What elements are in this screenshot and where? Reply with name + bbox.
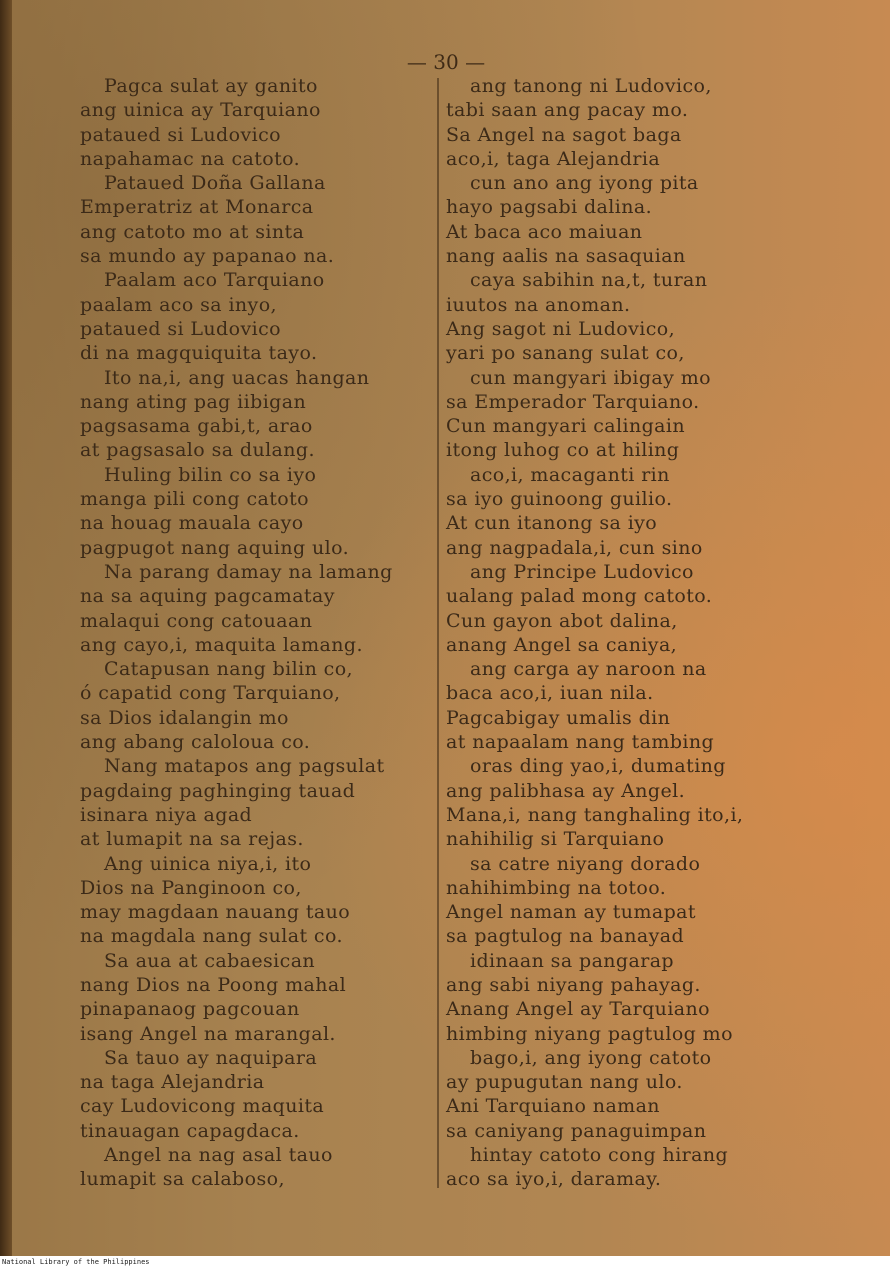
verse-line: Ito na,i, ang uacas hangan: [104, 366, 370, 389]
verse-line: baca aco,i, iuan nila.: [446, 682, 654, 705]
verse-line: na sa aquing pagcamatay: [80, 585, 335, 608]
verse-line: Sa aua at cabaesican: [104, 949, 316, 972]
page-number: — 30 —: [406, 50, 486, 74]
verse-line: ualang palad mong catoto.: [446, 585, 713, 608]
verse-line: himbing niyang pagtulog mo: [446, 1022, 733, 1045]
verse-line: aco,i, taga Alejandria: [446, 147, 661, 170]
verse-line: pagdaing paghinging tauad: [80, 779, 356, 802]
verse-line: ang Principe Ludovico: [470, 560, 694, 583]
verse-line: ang uinica ay Tarquiano: [80, 99, 321, 122]
verse-line: at napaalam nang tambing: [446, 731, 715, 754]
verse-line: ang sabi niyang pahayag.: [446, 973, 701, 996]
verse-line: aco,i, macaganti rin: [470, 463, 670, 486]
verse-line: sa catre niyang dorado: [470, 852, 701, 875]
verse-line: Anang Angel ay Tarquiano: [446, 998, 710, 1021]
verse-line: Sa tauo ay naquipara: [104, 1046, 318, 1069]
verse-line: nahihimbing na totoo.: [446, 876, 667, 899]
verse-line: lumapit sa calaboso,: [80, 1168, 285, 1191]
left-text-column: [80, 74, 430, 1192]
page-spine-edge: [0, 0, 12, 1268]
verse-line: ay pupugutan nang ulo.: [446, 1071, 683, 1094]
verse-line: At cun itanong sa iyo: [446, 512, 658, 535]
verse-line: na magdala nang sulat co.: [80, 925, 343, 948]
verse-line: Pagca sulat ay ganito: [104, 75, 318, 97]
verse-line: pagpugot nang aquing ulo.: [80, 536, 350, 559]
verse-line: Na parang damay na lamang: [104, 560, 393, 583]
verse-line: ang cayo,i, maquita lamang.: [80, 633, 363, 656]
verse-line: malaqui cong catouaan: [80, 609, 313, 632]
verse-line: sa pagtulog na banayad: [446, 925, 685, 948]
verse-line: Ani Tarquiano naman: [446, 1095, 660, 1118]
verse-line: Ang sagot ni Ludovico,: [446, 317, 676, 340]
verse-line: isang Angel na marangal.: [80, 1022, 336, 1045]
verse-line: ang abang caloloua co.: [80, 731, 311, 754]
verse-line: sa Emperador Tarquiano.: [446, 390, 700, 413]
verse-line: napahamac na catoto.: [80, 147, 301, 170]
verse-line: ang tanong ni Ludovico,: [470, 75, 712, 97]
verse-line: sa Dios idalangin mo: [80, 706, 289, 729]
verse-line: ang palibhasa ay Angel.: [446, 779, 686, 802]
verse-line: na houag mauala cayo: [80, 512, 304, 535]
verse-line: Pagcabigay umalis din: [446, 706, 671, 729]
verse-line: At baca aco maiuan: [446, 220, 643, 243]
verse-line: oras ding yao,i, dumating: [470, 755, 726, 778]
verse-line: di na magquiquita tayo.: [80, 342, 318, 365]
verse-line: tinauagan capagdaca.: [80, 1119, 300, 1142]
verse-line: aco sa iyo,i, daramay.: [446, 1168, 662, 1191]
verse-line: anang Angel sa caniya,: [446, 633, 678, 656]
verse-line: nang Dios na Poong mahal: [80, 973, 347, 996]
verse-line: Cun gayon abot dalina,: [446, 609, 678, 632]
library-credit: National Library of the Philippines: [2, 1258, 150, 1266]
verse-line: sa caniyang panaguimpan: [446, 1119, 707, 1142]
right-text-column: [446, 74, 826, 1192]
verse-line: Sa Angel na sagot baga: [446, 123, 682, 146]
verse-line: Pataued Doña Gallana: [104, 172, 326, 195]
verse-line: hayo pagsabi dalina.: [446, 196, 653, 219]
verse-line: ang nagpadala,i, cun sino: [446, 536, 703, 559]
verse-line: pataued si Ludovico: [80, 123, 281, 146]
verse-line: sa iyo guinoong guilio.: [446, 488, 673, 511]
verse-line: ó capatid cong Tarquiano,: [80, 682, 341, 705]
verse-line: bago,i, ang iyong catoto: [470, 1046, 712, 1069]
verse-line: paalam aco sa inyo,: [80, 293, 277, 316]
verse-line: na taga Alejandria: [80, 1071, 265, 1094]
verse-line: ang catoto mo at sinta: [80, 220, 305, 243]
verse-line: sa mundo ay papanao na.: [80, 245, 335, 268]
verse-line: Nang matapos ang pagsulat: [104, 755, 385, 778]
verse-line: at pagsasalo sa dulang.: [80, 439, 315, 462]
verse-line: Angel naman ay tumapat: [446, 901, 696, 924]
verse-line: nahihilig si Tarquiano: [446, 828, 665, 851]
verse-line: Ang uinica niya,i, ito: [104, 852, 312, 875]
verse-line: may magdaan nauang tauo: [80, 901, 351, 924]
verse-line: Mana,i, nang tanghaling ito,i,: [446, 803, 744, 826]
verse-line: idinaan sa pangarap: [470, 949, 674, 972]
verse-line: caya sabihin na,t, turan: [470, 269, 708, 292]
verse-line: cun mangyari ibigay mo: [470, 366, 711, 389]
verse-line: cun ano ang iyong pita: [470, 172, 699, 195]
verse-line: cay Ludovicong maquita: [80, 1095, 325, 1118]
verse-line: nang ating pag iibigan: [80, 390, 307, 413]
verse-line: manga pili cong catoto: [80, 488, 309, 511]
verse-line: Dios na Panginoon co,: [80, 876, 302, 899]
verse-line: Paalam aco Tarquiano: [104, 269, 325, 292]
verse-line: at lumapit na sa rejas.: [80, 828, 304, 851]
verse-line: iuutos na anoman.: [446, 293, 631, 316]
verse-line: Angel na nag asal tauo: [104, 1144, 333, 1167]
verse-line: itong luhog co at hiling: [446, 439, 680, 462]
verse-line: hintay catoto cong hirang: [470, 1144, 729, 1167]
verse-line: Emperatriz at Monarca: [80, 196, 314, 219]
verse-line: pagsasama gabi,t, arao: [80, 415, 313, 438]
verse-line: Catapusan nang bilin co,: [104, 658, 353, 681]
verse-line: ang carga ay naroon na: [470, 658, 707, 681]
column-divider: [437, 78, 439, 1188]
verse-line: Huling bilin co sa iyo: [104, 463, 317, 486]
verse-line: pataued si Ludovico: [80, 317, 281, 340]
verse-line: nang aalis na sasaquian: [446, 245, 686, 268]
verse-line: Cun mangyari calingain: [446, 415, 686, 438]
verse-line: pinapanaog pagcouan: [80, 998, 300, 1021]
verse-line: yari po sanang sulat co,: [446, 342, 685, 365]
verse-line: isinara niya agad: [80, 803, 253, 826]
verse-line: tabi saan ang pacay mo.: [446, 99, 689, 122]
